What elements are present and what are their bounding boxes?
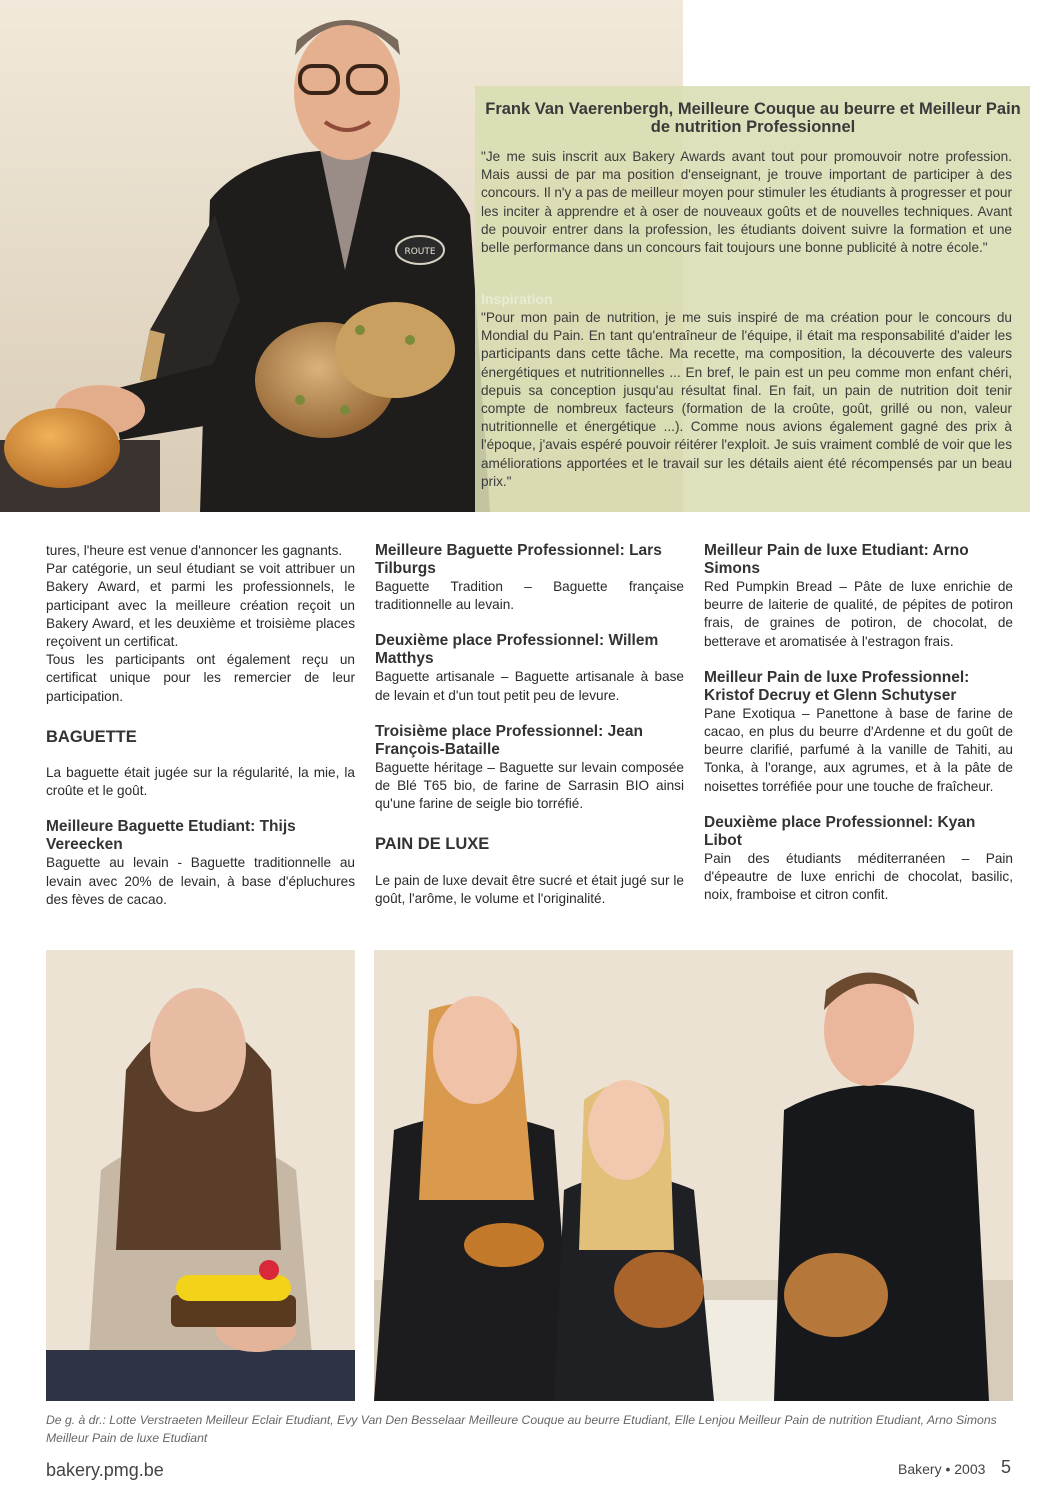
award-heading-luxe-student: Meilleur Pain de luxe Etudiant: Arno Simons [704,542,969,577]
award-heading-baguette-second: Deuxième place Professionnel: Willem Matthys [375,632,659,668]
inspiration-heading: Inspiration [481,291,553,307]
award-heading-luxe-second: Deuxième place Professionnel: Kyan Libot [704,813,976,849]
col2-paragraph-1: Baguette Tradition – Baguette française traditionnelle au levain. [375,579,684,613]
col1-paragraph-4: La baguette était jugée sur la régularité, la mie, la croûte et le goût. [46,765,355,799]
col1-paragraph-5: Baguette au levain - Baguette traditionnelle au levain avec 20% de levain, à base d'épluchures des fèves de cacao. [46,855,355,907]
feature-title: Frank Van Vaerenbergh, Meilleure Couque au beurre et Meilleur Pain de nutrition Professionnel [485,100,1021,136]
column-3 [704,542,1013,904]
col2-paragraph-2: Baguette artisanale – Baguette artisanale à base de levain et d'un tout petit peu de levure. [375,669,684,703]
award-heading-luxe-pro: Meilleur Pain de luxe Professionnel: Kristof Decruy et Glenn Schutyser [704,668,970,704]
col3-paragraph-3: Pain des étudiants méditerranéen – Pain d'épeautre de luxe enrichi de chocolat, basilic, noix, framboise et citron confit. [704,850,1013,903]
page-number: 5 [1001,1457,1012,1477]
footer-issue: Bakery • 2003 [898,1461,986,1477]
jacket-badge-text: ROUTE [404,247,436,257]
col2-paragraph-3: Baguette héritage – Baguette sur levain composée de Blé T65 bio, de farine de Sarrasin BIO ainsi qu'une farine de seigle bio torréfié. [375,759,684,812]
feature-quote-1: "Je me suis inscrit aux Bakery Awards avant tout pour promouvoir notre profession. Mais aussi de par ma position d'enseignant, je trouve important de participer à des concours. Il n'y a pas de meilleur moyen pour stimuler les étudiants à progresser et pour les inciter à apprendre et à oser de nouveaux goûts et de nouvelles techniques. Avant de pouvoir entrer dans la profession, les étudiants doivent suivre la formation et une belle performance dans un concours fait toujours une bonne publicité à notre école." [481,149,1012,256]
photo-student-eclair [46,950,355,1401]
col1-paragraph-2: Par catégorie, un seul étudiant se voit attribuer un Bakery Award, et parmi les professionnels, le participant avec la meilleure création reçoit un Bakery Award, et les deuxième et troisième places reçoivent un certificat. [46,561,355,650]
col1-paragraph-1: tures, l'heure est venue d'annoncer les gagnants. [46,543,343,558]
photo-students-group [374,950,1013,1401]
column-1 [46,542,355,909]
column-2 [375,542,684,908]
photo-caption: De g. à dr.: Lotte Verstraeten Meilleur Eclair Etudiant, Evy Van Den Besselaar Meilleure Couque au beurre Etudiant, Elle Lenjou Meilleur Pain de nutrition Etudiant, Arno Simons Meilleur Pain de luxe Etudiant [46,1413,997,1445]
col3-paragraph-2: Pane Exotiqua – Panettone à base de farine de cacao, en plus du beurre d'Ardenne et du goût de beurre clarifié, parfumé à la vanille de Tahiti, au Tonka, à l'orange, aux agrumes, et à la pâte de noisettes torréfiée pour une touche de fraîcheur. [704,705,1013,794]
award-heading-baguette-third: Troisième place Professionnel: Jean François-Bataille [375,722,643,758]
photo-student-eclair-illustration [46,950,355,1401]
section-heading-pain-de-luxe: PAIN DE LUXE [375,835,490,854]
col2-paragraph-4: Le pain de luxe devait être sucré et était jugé sur le goût, l'arôme, le volume et l'originalité. [375,872,684,906]
photo-students-group-illustration [374,950,1013,1401]
footer-website-link[interactable]: bakery.pmg.be [46,1460,164,1480]
col3-paragraph-1: Red Pumpkin Bread – Pâte de luxe enrichie de beurre de laiterie de qualité, de pépites de potiron frais, de graines de potiron, de chocolat, de betterave et aromatisée à l'estragon frais. [704,579,1013,649]
col1-paragraph-3: Tous les participants ont également reçu un certificat unique pour les remercier de leur participation. [46,652,355,704]
feature-quote-2: "Pour mon pain de nutrition, je me suis inspiré de ma création pour le concours du Mondial du Pain. En tant qu'entraîneur de l'équipe, il était ma responsabilité d'aider les participants dans cette tâche. Ma recette, ma composition, la découverte des valeurs énergétiques et nutritionnelles ... En bref, le pain est un peu comme mon enfant chéri, depuis sa conception jusqu'au résultat final. En fait, un pain de nutrition doit tenir compte de nombreux facteurs (formation de la croûte, goût, grillé ou non, valeur nutritionnelle et énergétique ...). Comme nous avions également gagné des prix à l'époque, j'avais espéré pouvoir réitérer l'exploit. Je suis vraiment comblé de voir que les améliorations apportées et le travail sur les détails aient été récompensés par un beau prix." [481,310,1012,489]
award-heading-baguette-student: Meilleure Baguette Etudiant: Thijs Vereecken [46,818,296,854]
section-heading-baguette: BAGUETTE [46,727,137,746]
award-heading-baguette-pro: Meilleure Baguette Professionnel: Lars Tilburgs [375,542,662,577]
